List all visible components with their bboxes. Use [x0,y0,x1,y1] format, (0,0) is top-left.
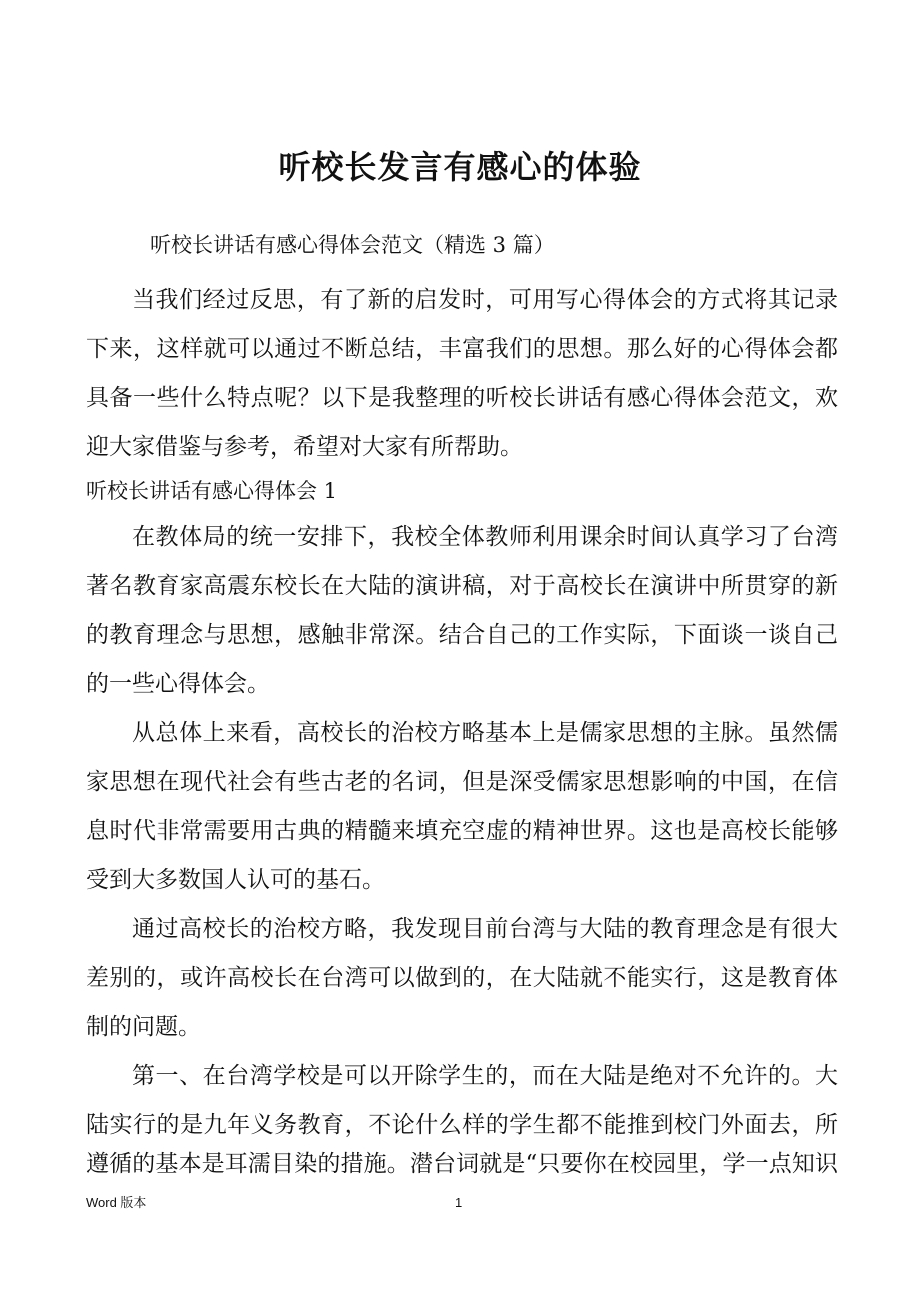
intro-line: 迎大家借鉴与参考，希望对大家有所帮助。 [86,434,523,460]
paragraph-line: 制的问题。 [86,1014,201,1040]
paragraph-line: 通过高校长的治校方略，我发现目前台湾与大陆的教育理念是有很大 [132,916,838,942]
intro-line: 下来，这样就可以通过不断总结，丰富我们的思想。那么好的心得体会都 [86,336,838,362]
paragraph-line: 在教体局的统一安排下，我校全体教师利用课余时间认真学习了台湾 [132,524,838,550]
paragraph-line: 著名教育家高震东校长在大陆的演讲稿，对于高校长在演讲中所贯穿的新 [86,573,838,599]
paragraph-line: 第一、在台湾学校是可以开除学生的，而在大陆是绝对不允许的。大 [132,1063,838,1089]
footer-label: Word 版本 [86,1195,147,1210]
paragraph-line: 陆实行的是九年义务教育，不论什么样的学生都不能推到校门外面去，所 [86,1112,838,1138]
paragraph-line: 受到大多数国人认可的基石。 [86,867,385,893]
paragraph-line: 遵循的基本是耳濡目染的措施。潜台词就是“只要你在校园里，学一点知识 [86,1151,838,1177]
document-title: 听校长发言有感心的体验 [278,148,642,186]
intro-line: 当我们经过反思，有了新的启发时，可用写心得体会的方式将其记录 [132,287,838,313]
paragraph-line: 家思想在现代社会有些古老的名词，但是深受儒家思想影响的中国，在信 [86,769,838,795]
page-number: 1 [455,1195,463,1210]
intro-line: 具备一些什么特点呢？以下是我整理的听校长讲话有感心得体会范文，欢 [86,385,838,411]
paragraph-line: 息时代非常需要用古典的精髓来填充空虚的精神世界。这也是高校长能够 [86,818,838,844]
paragraph-line: 的一些心得体会。 [86,671,270,697]
section-heading: 听校长讲话有感心得体会 1 [86,479,338,503]
paragraph-line: 的教育理念与思想，感触非常深。结合自己的工作实际，下面谈一谈自己 [86,622,838,648]
document-subtitle: 听校长讲话有感心得体会范文（精选 3 篇） [150,233,555,257]
paragraph-line: 从总体上来看，高校长的治校方略基本上是儒家思想的主脉。虽然儒 [132,720,838,746]
paragraph-line: 差别的，或许高校长在台湾可以做到的，在大陆就不能实行，这是教育体 [86,965,838,991]
